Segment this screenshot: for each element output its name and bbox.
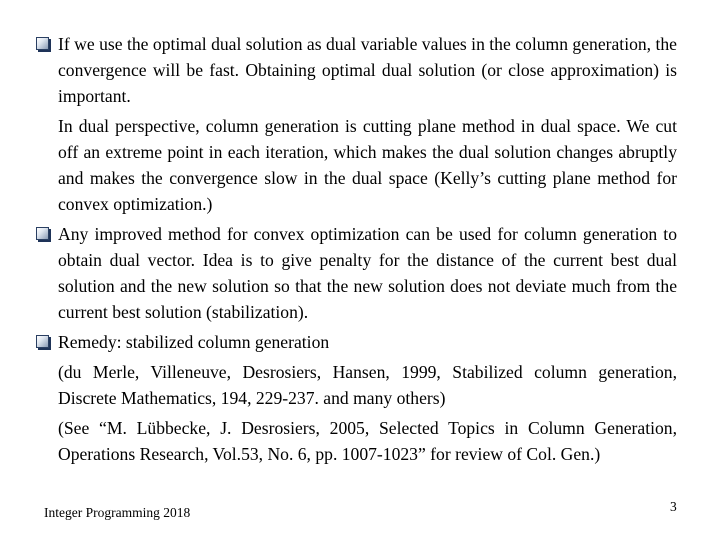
square-bullet-icon bbox=[36, 335, 49, 348]
footer-course-title: Integer Programming 2018 bbox=[44, 505, 191, 520]
bullet-text: Any improved method for convex optimization can be used for column generation to obtain dual vector. Idea is to give penalty for the distance of the current best dual solution and the new solution so that the new solution does not deviate much from the current best solution (stabilization). bbox=[58, 224, 677, 322]
bullet-item-improved-method bbox=[36, 221, 677, 325]
paragraph-dual-perspective: In dual perspective, column generation is cutting plane method in dual space. We cut off an extreme point in each iteration, which makes the dual solution changes abruptly and makes the convergence slow in the dual space (Kelly’s cutting plane method for convex optimization.) bbox=[58, 116, 677, 214]
page-number: 3 bbox=[670, 499, 677, 514]
square-bullet-icon bbox=[36, 37, 49, 50]
bullet-item-fast-convergence bbox=[36, 31, 677, 109]
reference-lubbecke: (See “M. Lübbecke, J. Desrosiers, 2005, Selected Topics in Column Generation, Operations Research, Vol.53, No. 6, pp. 1007-1023” for review of Col. Gen.) bbox=[58, 418, 677, 464]
bullet-text: Remedy: stabilized column generation bbox=[58, 332, 330, 352]
bullet-text: If we use the optimal dual solution as dual variable values in the column generation, the convergence will be fast. Obtaining optimal dual solution (or close approximation) is important. bbox=[58, 34, 677, 106]
bullet-item-remedy bbox=[36, 329, 677, 355]
square-bullet-icon bbox=[36, 227, 49, 240]
reference-du-merle: (du Merle, Villeneuve, Desrosiers, Hansen, 1999, Stabilized column generation, Discrete Mathematics, 194, 229-237. and many others) bbox=[58, 362, 677, 408]
slide-body bbox=[36, 31, 677, 467]
